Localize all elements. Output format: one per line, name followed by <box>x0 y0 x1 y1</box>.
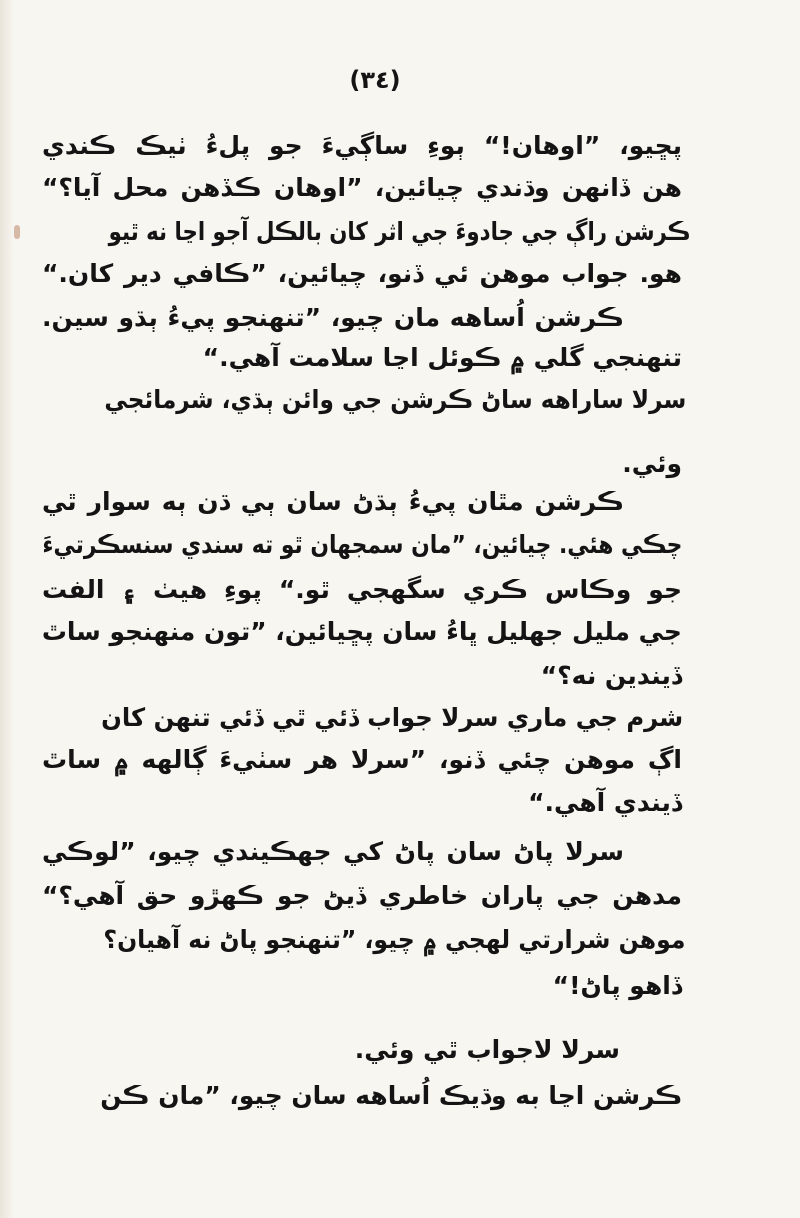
text-line-7: سرلا ساراهه ساڻ ڪرشن جي وائن ٻڌي، شرمائجي <box>104 385 687 414</box>
text-line-18: مدهن جي پاران خاطري ڏيڻ جو ڪهڙو حق آهي؟“ <box>42 881 682 910</box>
paper-mark <box>14 225 20 239</box>
text-line-5: ڪرشن اُساهه مان چيو، ”تنهنجو پيءُ ٻڌو سين. <box>42 303 624 332</box>
text-line-17: سرلا پاڻ سان پاڻ کي جهڪيندي چيو، ”لوڪي <box>42 837 624 866</box>
text-line-16: ڏيندي آهي.“ <box>528 788 682 817</box>
text-line-4: هو. جواب موهن ئي ڏنو، چيائين، ”ڪافي دير کان.“ <box>42 259 682 288</box>
text-line-1: پڇيو، ”اوهان!“ ٻوءِ ساڳيءَ جو پلءُ ٺيڪ ڪندي <box>42 131 682 160</box>
text-line-2: هن ڏانهن وڌندي چيائين، ”اوهان ڪڏهن محل آيا؟“ <box>42 173 682 202</box>
text-line-22: ڪرشن اڃا به وڌيڪ اُساهه سان چيو، ”مان ڪن <box>100 1081 683 1110</box>
text-line-13: ڏيندين نه؟“ <box>540 661 682 690</box>
text-line-6: تنهنجي گلي ۾ ڪوئل اڃا سلامت آهي.“ <box>202 343 682 372</box>
text-line-14: شرم جي ماري سرلا جواب ڏئي ٿي ڏئي تنهن کان <box>101 703 684 732</box>
text-line-3: ڪرشن راڳ جي جادوءَ جي اثر کان بالڪل آجو اڃا نه ٿيو <box>108 217 691 246</box>
text-line-8: وئي. <box>622 449 682 478</box>
text-line-19: موهن شرارتي لهجي ۾ چيو، ”تنهنجو پاڻ نه آهيان؟ <box>103 925 686 954</box>
page-edge-shadow <box>0 0 14 1218</box>
page-number: (٣٤) <box>349 66 401 94</box>
text-line-10: چڪي هئي. چيائين، ”مان سمجهان ٿو ته سندي سنسڪرتيءَ <box>41 530 682 559</box>
text-line-11: جو وڪاس ڪري سگهجي ٿو.“ پوءِ هيٺ ۽ الفت <box>42 575 682 604</box>
text-line-21: سرلا لاجواب ٿي وئي. <box>354 1035 620 1064</box>
text-line-15: اڳ موهن چئي ڏنو، ”سرلا هر سٺيءَ ڳالهه ۾ ساٿ <box>42 745 682 774</box>
text-line-20: ڏاهو پاڻ!“ <box>552 971 682 1000</box>
text-line-9: ڪرشن مٿان پيءُ ٻڌڻ سان ٻي ڌن ٻه سوار ٿي <box>42 487 624 516</box>
text-line-12: جي مليل جهليل ڀاءُ سان پڇيائين، ”تون منهنجو ساٿ <box>42 617 682 646</box>
